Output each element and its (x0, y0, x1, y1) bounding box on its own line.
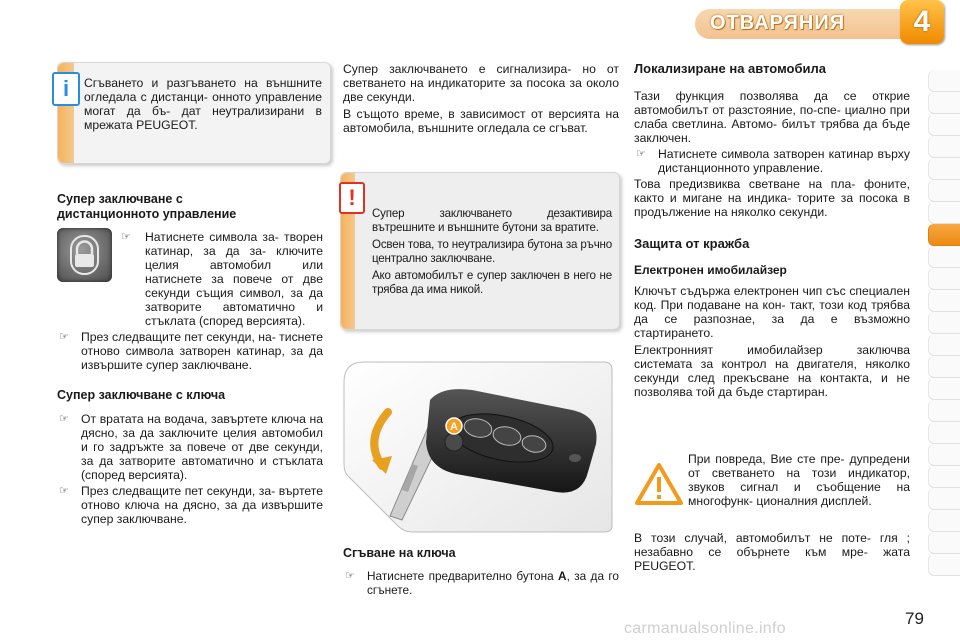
chapter-tab[interactable] (928, 510, 960, 532)
chapter-tab[interactable] (928, 356, 960, 378)
middle-paragraph-2: В същото време, в зависимост от версията на автомобила, външните огледала се сгъват. (343, 107, 619, 135)
bullet-marker-icon: ☞ (345, 569, 355, 582)
locate-heading: Локализиране на автомобила (634, 61, 826, 76)
chapter-tab-active[interactable] (928, 224, 960, 246)
theft-paragraph-3: В този случай, автомобилът не поте- гля ; незабавно се обърнете към мре- жата PEUGEOT. (634, 531, 910, 573)
chapter-tab[interactable] (928, 532, 960, 554)
theft-paragraph-2: Електронният имобилайзер заключва системата за контрол на двигателя, няколко секунди след прекъсване на контакта, и не позволява той да бъде стартиран. (634, 342, 910, 399)
chapter-tab[interactable] (928, 158, 960, 180)
chapter-tab[interactable] (928, 92, 960, 114)
bullet-marker-icon: ☞ (59, 331, 69, 343)
warning-text-1: Супер заключването дезактивира вътрешните и външните бутони за вратите. (372, 207, 612, 234)
info-icon: i (52, 72, 80, 106)
super-lock-key-bullet1: От вратата на водача, завъртете ключа на дясно, за да заключите целия автомобил и го задръжте за повече от две секунди, за да затворите автоматично и стъклата (според версията). (81, 411, 323, 482)
immobiliser-warning-text: При повреда, Вие сте пре- дупредени от светването на този индикатор, звуков сигнал и съобщение на многофунк- ционалния дисплей. (688, 452, 910, 508)
chapter-tab[interactable] (928, 488, 960, 510)
chapter-tab[interactable] (928, 246, 960, 268)
chapter-tab[interactable] (928, 180, 960, 202)
list-item (113, 230, 323, 328)
locate-paragraph-2: Това предизвиква светване на пла- фоните, както и мигане на индика- торите за посока в продължение на няколко секунди. (634, 176, 910, 219)
theft-paragraph-1: Ключът съдържа електронен чип със специален код. При подаване на кон- такт, този код трябва да се разпознае, за да е възможно стартирането. (634, 283, 910, 340)
middle-column (343, 62, 619, 135)
middle-paragraph-1: Супер заключването е сигнализира- но от светването на индикаторите за посока за около две секунди. (343, 62, 619, 104)
locate-bullet: Натиснете символа затворен катинар върху дистанционното управление. (658, 146, 910, 175)
list-item (343, 569, 619, 597)
list-item (57, 412, 323, 482)
page-number: 79 (905, 609, 924, 628)
key-fold-section (343, 546, 619, 597)
right-column (634, 62, 910, 399)
chapter-badge (900, 0, 944, 44)
chapter-title: ОТВАРЯНИЯ (710, 12, 846, 34)
chapter-tab[interactable] (928, 202, 960, 224)
chapter-tab[interactable] (928, 290, 960, 312)
lock-button-icon (57, 228, 112, 282)
super-lock-remote-bullet2: През следващите пет секунди, на- тиснете отново символа затворен катинар, за да извършите супер заключване. (81, 330, 323, 372)
bullet-marker-icon: ☞ (59, 484, 69, 497)
key-fold-bullet-bold: A (558, 568, 567, 583)
warning-triangle-icon (634, 462, 684, 506)
chapter-tab[interactable] (928, 422, 960, 444)
list-item (57, 330, 323, 372)
chapter-tabs (928, 70, 960, 576)
button-a-label: A (450, 421, 458, 433)
key-fold-bullet-text-1: Натиснете предварително бутона (367, 568, 559, 583)
bullet-marker-icon: ☞ (121, 231, 131, 243)
theft-heading: Защита от кражба (634, 235, 750, 251)
chapter-number: 4 (913, 5, 931, 38)
key-fold-bullet (367, 569, 619, 597)
chapter-tab[interactable] (928, 554, 960, 576)
info-box-text: Сгъването и разгъването на външните огледала с дистанци- онното управление могат да бъ- дат неутрализирани в мрежата PEUGEOT. (84, 76, 322, 132)
immobiliser-advice-wrap (634, 531, 910, 573)
super-lock-remote-heading: Супер заключване с дистанционното управление (57, 192, 237, 221)
bullet-marker-icon: ☞ (59, 412, 69, 425)
chapter-tab[interactable] (928, 312, 960, 334)
chapter-tab[interactable] (928, 334, 960, 356)
chapter-tab[interactable] (928, 466, 960, 488)
key-fold-heading: Сгъване на ключа (343, 546, 456, 560)
info-box-text-wrap (84, 76, 322, 132)
chapter-tab[interactable] (928, 378, 960, 400)
watermark: carmanualsonline.info (624, 620, 786, 637)
chapter-header (640, 0, 960, 48)
chapter-tab[interactable] (928, 444, 960, 466)
key-illustration (342, 356, 614, 534)
warning-text-3: Ако автомобилът е супер заключен в него не трябва да има никой. (372, 269, 612, 296)
key-fold-bullet-text-2: , за да го сгънете. (367, 568, 619, 597)
exclamation-icon: ! (339, 182, 365, 214)
chapter-tab[interactable] (928, 268, 960, 290)
immobiliser-subheading: Електронен имобилайзер (634, 263, 787, 277)
super-lock-key-heading: Супер заключване с ключа (57, 388, 226, 402)
chapter-tab[interactable] (928, 70, 960, 92)
super-lock-key-bullet2: През следващите пет секунди, за- въртете отново ключа на дясно, за да извършите супер заключване. (81, 483, 323, 526)
list-item (634, 147, 910, 175)
warning-text-2: Освен това, то неутрализира бутона за ръчно централно заключване. (372, 238, 612, 265)
chapter-tab[interactable] (928, 114, 960, 136)
warning-box-text-wrap (372, 207, 612, 300)
super-lock-remote-bullet1: Натиснете символа за- творен катинар, за да за- ключите целия автомобил или натиснете за повече от две секунди същия символ, за да затворите автоматично и стъклата (според версията). (145, 230, 323, 328)
list-item (57, 484, 323, 526)
immobiliser-warning-text-wrap (688, 452, 910, 508)
chapter-tab[interactable] (928, 136, 960, 158)
chapter-tab[interactable] (928, 400, 960, 422)
locate-paragraph-1: Тази функция позволява да се открие автомобилът от разстояние, по-спе- циално при слаба светлина. Автомо- билът трябва да бъде заключен. (634, 88, 910, 145)
bullet-marker-icon: ☞ (636, 147, 646, 160)
